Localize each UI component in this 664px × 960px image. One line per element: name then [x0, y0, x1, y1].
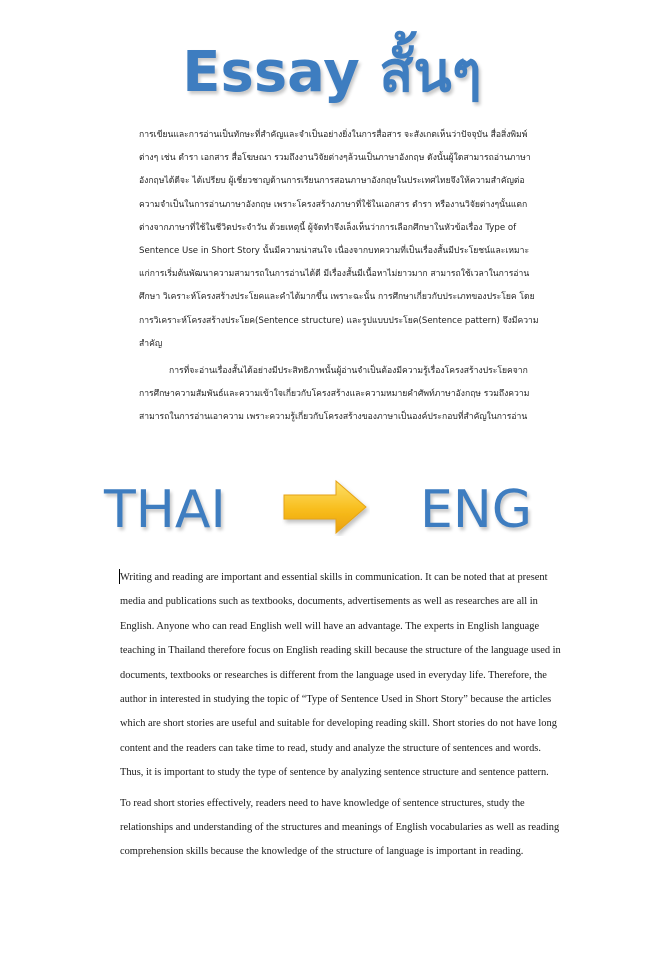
thai-paragraph-2: การที่จะอ่านเรื่องสั้นได้อย่างมีประสิทธิภาพนั้นผู้อ่านจำเป็นต้องมีความรู้เรื่องโครงสร้างประโยคจากการศึกษาความสัมพันธ์และความเข้าใจเกี่ยวกับโครงสร้างและความหมายคำศัพท์ภาษาอังกฤษ รวมถึงความสามารถในการอ่านเอาความ เพราะความรู้เกี่ยวกับโครงสร้างของภาษาเป็นองค์ประกอบที่สำคัญในการอ่าน: [139, 366, 530, 423]
thai-essay: [139, 124, 539, 430]
english-paragraph-1: Writing and reading are important and essential skills in communication. It can be noted that at present media and publications such as textbooks, documents, advertisements as well as researches are all in English. Anyone who can read English well will have an advantage. The experts in English language teaching in Thailand therefore focus on English reading skill because the structure of the language used in documents, textbooks or researches is different from the language used in everyday life. Therefore, the author in interested in studying the topic of “Type of Sentence Used in Short Story” because the articles which are short stories are useful and suitable for developing reading skill. Short stories do not have long content and the readers can take time to read, study and analyze the structure of sentences and words. Thus, it is important to study the type of sentence by analyzing sentence structure and sentence pattern.: [120, 572, 561, 779]
thai-paragraph-1: การเขียนและการอ่านเป็นทักษะที่สำคัญและจำเป็นอย่างยิ่งในการสื่อสาร จะสังเกตเห็นว่าปัจจุบัน สื่อสิ่งพิมพ์ต่างๆ เช่น ตำรา เอกสาร สื่อโฆษณา รวมถึงงานวิจัยต่างๆล้วนเป็นภาษาอังกฤษ ดังนั้นผู้ใดสามารถอ่านภาษาอังกฤษได้ดีจะ ได้เปรียบ ผู้เชี่ยวชาญด้านการเรียนการสอนภาษาอังกฤษในประเทศไทยจึงให้ความสำคัญต่อความจำเป็นในการอ่านภาษาอังกฤษ เพราะโครงสร้างภาษาที่ใช้ในเอกสาร ตำรา หรืองานวิจัยต่างๆนั้นแตกต่างจากภาษาที่ใช้ในชีวิตประจำวัน ด้วยเหตุนี้ ผู้จัดทำจึงเล็งเห็นว่าการเลือกศึกษาในหัวข้อเรื่อง Type of Sentence Use in Short Story นั้นมีความน่าสนใจ เนื่องจากบทความที่เป็นเรื่องสั้นมีประโยชน์และเหมาะแก่การเริ่มต้นพัฒนาความสามารถในการอ่านได้ดี มีเรื่องสั้นมีเนื้อหาไม่ยาวมาก สามารถใช้เวลาในการอ่าน ศึกษา วิเคราะห์โครงสร้างประโยคและคำได้มากขึ้น เพราะฉะนั้น การศึกษาเกี่ยวกับประเภทของประโยค โดยการวิเคราะห์โครงสร้างประโยค(Sentence structure) และรูปแบบประโยค(Sentence pattern) จึงมีความสำคัญ: [139, 130, 539, 349]
english-essay: [120, 566, 566, 865]
english-paragraph-2: To read short stories effectively, readers need to have knowledge of sentence structures, study the relationships and understanding of the structures and meanings of English vocabularies as well as reading comprehension skills because the knowledge of the structure of language is important in reading.: [120, 797, 560, 858]
essay-title: Essay สั้นๆ: [182, 40, 482, 105]
translation-banner: [0, 470, 664, 550]
english-label: ENG: [420, 480, 533, 540]
thai-label: THAI: [104, 480, 226, 540]
right-arrow-icon: [282, 478, 370, 536]
